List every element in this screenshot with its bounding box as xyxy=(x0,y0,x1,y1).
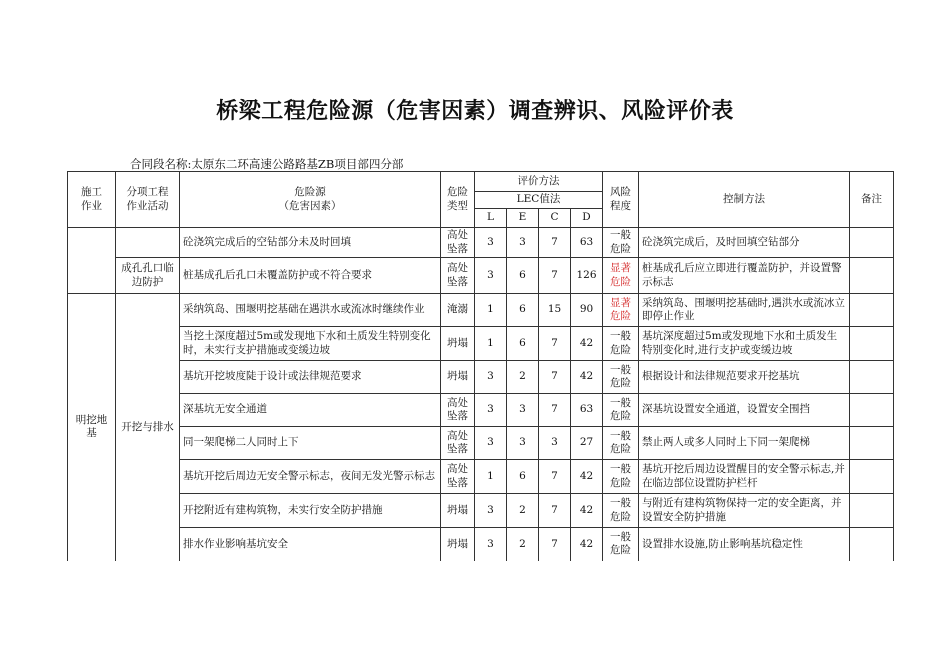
header-activity: 分项工程 作业活动 xyxy=(116,172,180,228)
type-cell: 高处坠落 xyxy=(441,258,475,294)
type-cell: 坍塌 xyxy=(441,327,475,361)
header-work: 施工 作业 xyxy=(68,172,116,228)
E-cell: 6 xyxy=(507,258,539,294)
D-cell: 42 xyxy=(571,460,603,494)
E-cell: 6 xyxy=(507,460,539,494)
control-cell: 深基坑设置安全通道，设置安全围挡 xyxy=(639,394,850,427)
risk-cell: 一般危险 xyxy=(603,361,639,394)
group-work: 明挖地基 xyxy=(68,294,116,561)
E-cell: 3 xyxy=(507,228,539,258)
remark-cell xyxy=(850,361,894,394)
hazard-cell: 同一架爬梯二人同时上下 xyxy=(180,427,441,460)
L-cell: 1 xyxy=(475,294,507,327)
risk-cell: 一般危险 xyxy=(603,327,639,361)
remark-cell xyxy=(850,258,894,294)
risk-cell: 显著危险 xyxy=(603,258,639,294)
header-control: 控制方法 xyxy=(639,172,850,228)
C-cell: 3 xyxy=(539,427,571,460)
C-cell: 7 xyxy=(539,361,571,394)
risk-cell: 一般危险 xyxy=(603,460,639,494)
control-cell: 桩基成孔后应立即进行覆盖防护，并设置警示标志 xyxy=(639,258,850,294)
group-activity xyxy=(116,228,180,258)
risk-cell: 一般危险 xyxy=(603,394,639,427)
E-cell: 3 xyxy=(507,427,539,460)
C-cell: 7 xyxy=(539,228,571,258)
D-cell: 42 xyxy=(571,327,603,361)
header-D: D xyxy=(571,209,603,228)
E-cell: 3 xyxy=(507,394,539,427)
D-cell: 63 xyxy=(571,394,603,427)
C-cell: 7 xyxy=(539,394,571,427)
remark-cell xyxy=(850,294,894,327)
hazard-cell: 桩基成孔后孔口未覆盖防护或不符合要求 xyxy=(180,258,441,294)
E-cell: 2 xyxy=(507,361,539,394)
L-cell: 3 xyxy=(475,528,507,561)
C-cell: 7 xyxy=(539,494,571,528)
table-row xyxy=(68,427,894,460)
risk-assessment-table xyxy=(67,171,894,561)
header-hazard-type: 危险 类型 xyxy=(441,172,475,228)
E-cell: 2 xyxy=(507,494,539,528)
table-row xyxy=(68,294,894,327)
type-cell: 淹溺 xyxy=(441,294,475,327)
control-cell: 基坑深度超过5m或发现地下水和土质发生特别变化时,进行支护或变缓边坡 xyxy=(639,327,850,361)
header-C: C xyxy=(539,209,571,228)
control-cell: 基坑开挖后周边设置醒目的安全警示标志,并在临边部位设置防护栏杆 xyxy=(639,460,850,494)
D-cell: 42 xyxy=(571,494,603,528)
L-cell: 3 xyxy=(475,427,507,460)
risk-cell: 一般危险 xyxy=(603,528,639,561)
C-cell: 7 xyxy=(539,258,571,294)
D-cell: 63 xyxy=(571,228,603,258)
group-work xyxy=(68,228,116,294)
header-eval-method: 评价方法 xyxy=(475,172,603,192)
E-cell: 2 xyxy=(507,528,539,561)
D-cell: 90 xyxy=(571,294,603,327)
control-cell: 设置排水设施,防止影响基坑稳定性 xyxy=(639,528,850,561)
C-cell: 15 xyxy=(539,294,571,327)
C-cell: 7 xyxy=(539,460,571,494)
type-cell: 高处坠落 xyxy=(441,394,475,427)
table-row xyxy=(68,460,894,494)
page-title: 桥梁工程危险源（危害因素）调查辨识、风险评价表 xyxy=(216,99,734,124)
L-cell: 3 xyxy=(475,494,507,528)
D-cell: 42 xyxy=(571,361,603,394)
L-cell: 3 xyxy=(475,361,507,394)
type-cell: 高处坠落 xyxy=(441,460,475,494)
type-cell: 坍塌 xyxy=(441,361,475,394)
group-activity: 成孔孔口临边防护 xyxy=(116,258,180,294)
table-row xyxy=(68,528,894,561)
table-row xyxy=(68,361,894,394)
E-cell: 6 xyxy=(507,327,539,361)
L-cell: 3 xyxy=(475,394,507,427)
remark-cell xyxy=(850,528,894,561)
hazard-cell: 砼浇筑完成后的空钻部分未及时回填 xyxy=(180,228,441,258)
control-cell: 采纳筑岛、围堰明挖基础时,遇洪水或流冰立即停止作业 xyxy=(639,294,850,327)
header-row-1 xyxy=(68,172,894,192)
header-L: L xyxy=(475,209,507,228)
remark-cell xyxy=(850,327,894,361)
risk-cell: 一般危险 xyxy=(603,427,639,460)
contract-section-label: 合同段名称:太原东二环高速公路路基ZB项目部四分部 xyxy=(130,157,404,171)
remark-cell xyxy=(850,427,894,460)
table-row xyxy=(68,494,894,528)
control-cell: 砼浇筑完成后，及时回填空钻部分 xyxy=(639,228,850,258)
E-cell: 6 xyxy=(507,294,539,327)
group-activity: 开挖与排水 xyxy=(116,294,180,561)
hazard-cell: 开挖附近有建构筑物，未实行安全防护措施 xyxy=(180,494,441,528)
hazard-cell: 基坑开挖后周边无安全警示标志，夜间无发光警示标志 xyxy=(180,460,441,494)
header-hazard: 危险源 （危害因素） xyxy=(180,172,441,228)
risk-cell: 一般危险 xyxy=(603,494,639,528)
table-row xyxy=(68,327,894,361)
hazard-cell: 采纳筑岛、围堰明挖基础在遇洪水或流冰时继续作业 xyxy=(180,294,441,327)
hazard-cell: 当挖土深度超过5m或发现地下水和土质发生特别变化时，未实行支护措施或变缓边坡 xyxy=(180,327,441,361)
remark-cell xyxy=(850,228,894,258)
control-cell: 根据设计和法律规范要求开挖基坑 xyxy=(639,361,850,394)
L-cell: 1 xyxy=(475,327,507,361)
hazard-cell: 深基坑无安全通道 xyxy=(180,394,441,427)
C-cell: 7 xyxy=(539,327,571,361)
remark-cell xyxy=(850,394,894,427)
L-cell: 3 xyxy=(475,258,507,294)
C-cell: 7 xyxy=(539,528,571,561)
L-cell: 1 xyxy=(475,460,507,494)
L-cell: 3 xyxy=(475,228,507,258)
hazard-cell: 基坑开挖坡度陡于设计或法律规范要求 xyxy=(180,361,441,394)
D-cell: 42 xyxy=(571,528,603,561)
hazard-cell: 排水作业影响基坑安全 xyxy=(180,528,441,561)
D-cell: 27 xyxy=(571,427,603,460)
table-row xyxy=(68,394,894,427)
type-cell: 坍塌 xyxy=(441,494,475,528)
remark-cell xyxy=(850,460,894,494)
type-cell: 坍塌 xyxy=(441,528,475,561)
risk-cell: 一般危险 xyxy=(603,228,639,258)
risk-cell: 显著危险 xyxy=(603,294,639,327)
control-cell: 禁止两人或多人同时上下同一架爬梯 xyxy=(639,427,850,460)
D-cell: 126 xyxy=(571,258,603,294)
type-cell: 高处坠落 xyxy=(441,228,475,258)
header-lec: LEC值法 xyxy=(475,192,603,209)
header-remarks: 备注 xyxy=(850,172,894,228)
control-cell: 与附近有建构筑物保持一定的安全距离，并设置安全防护措施 xyxy=(639,494,850,528)
remark-cell xyxy=(850,494,894,528)
table-row xyxy=(68,228,894,258)
header-risk-level: 风险 程度 xyxy=(603,172,639,228)
type-cell: 高处坠落 xyxy=(441,427,475,460)
header-E: E xyxy=(507,209,539,228)
table-row xyxy=(68,258,894,294)
